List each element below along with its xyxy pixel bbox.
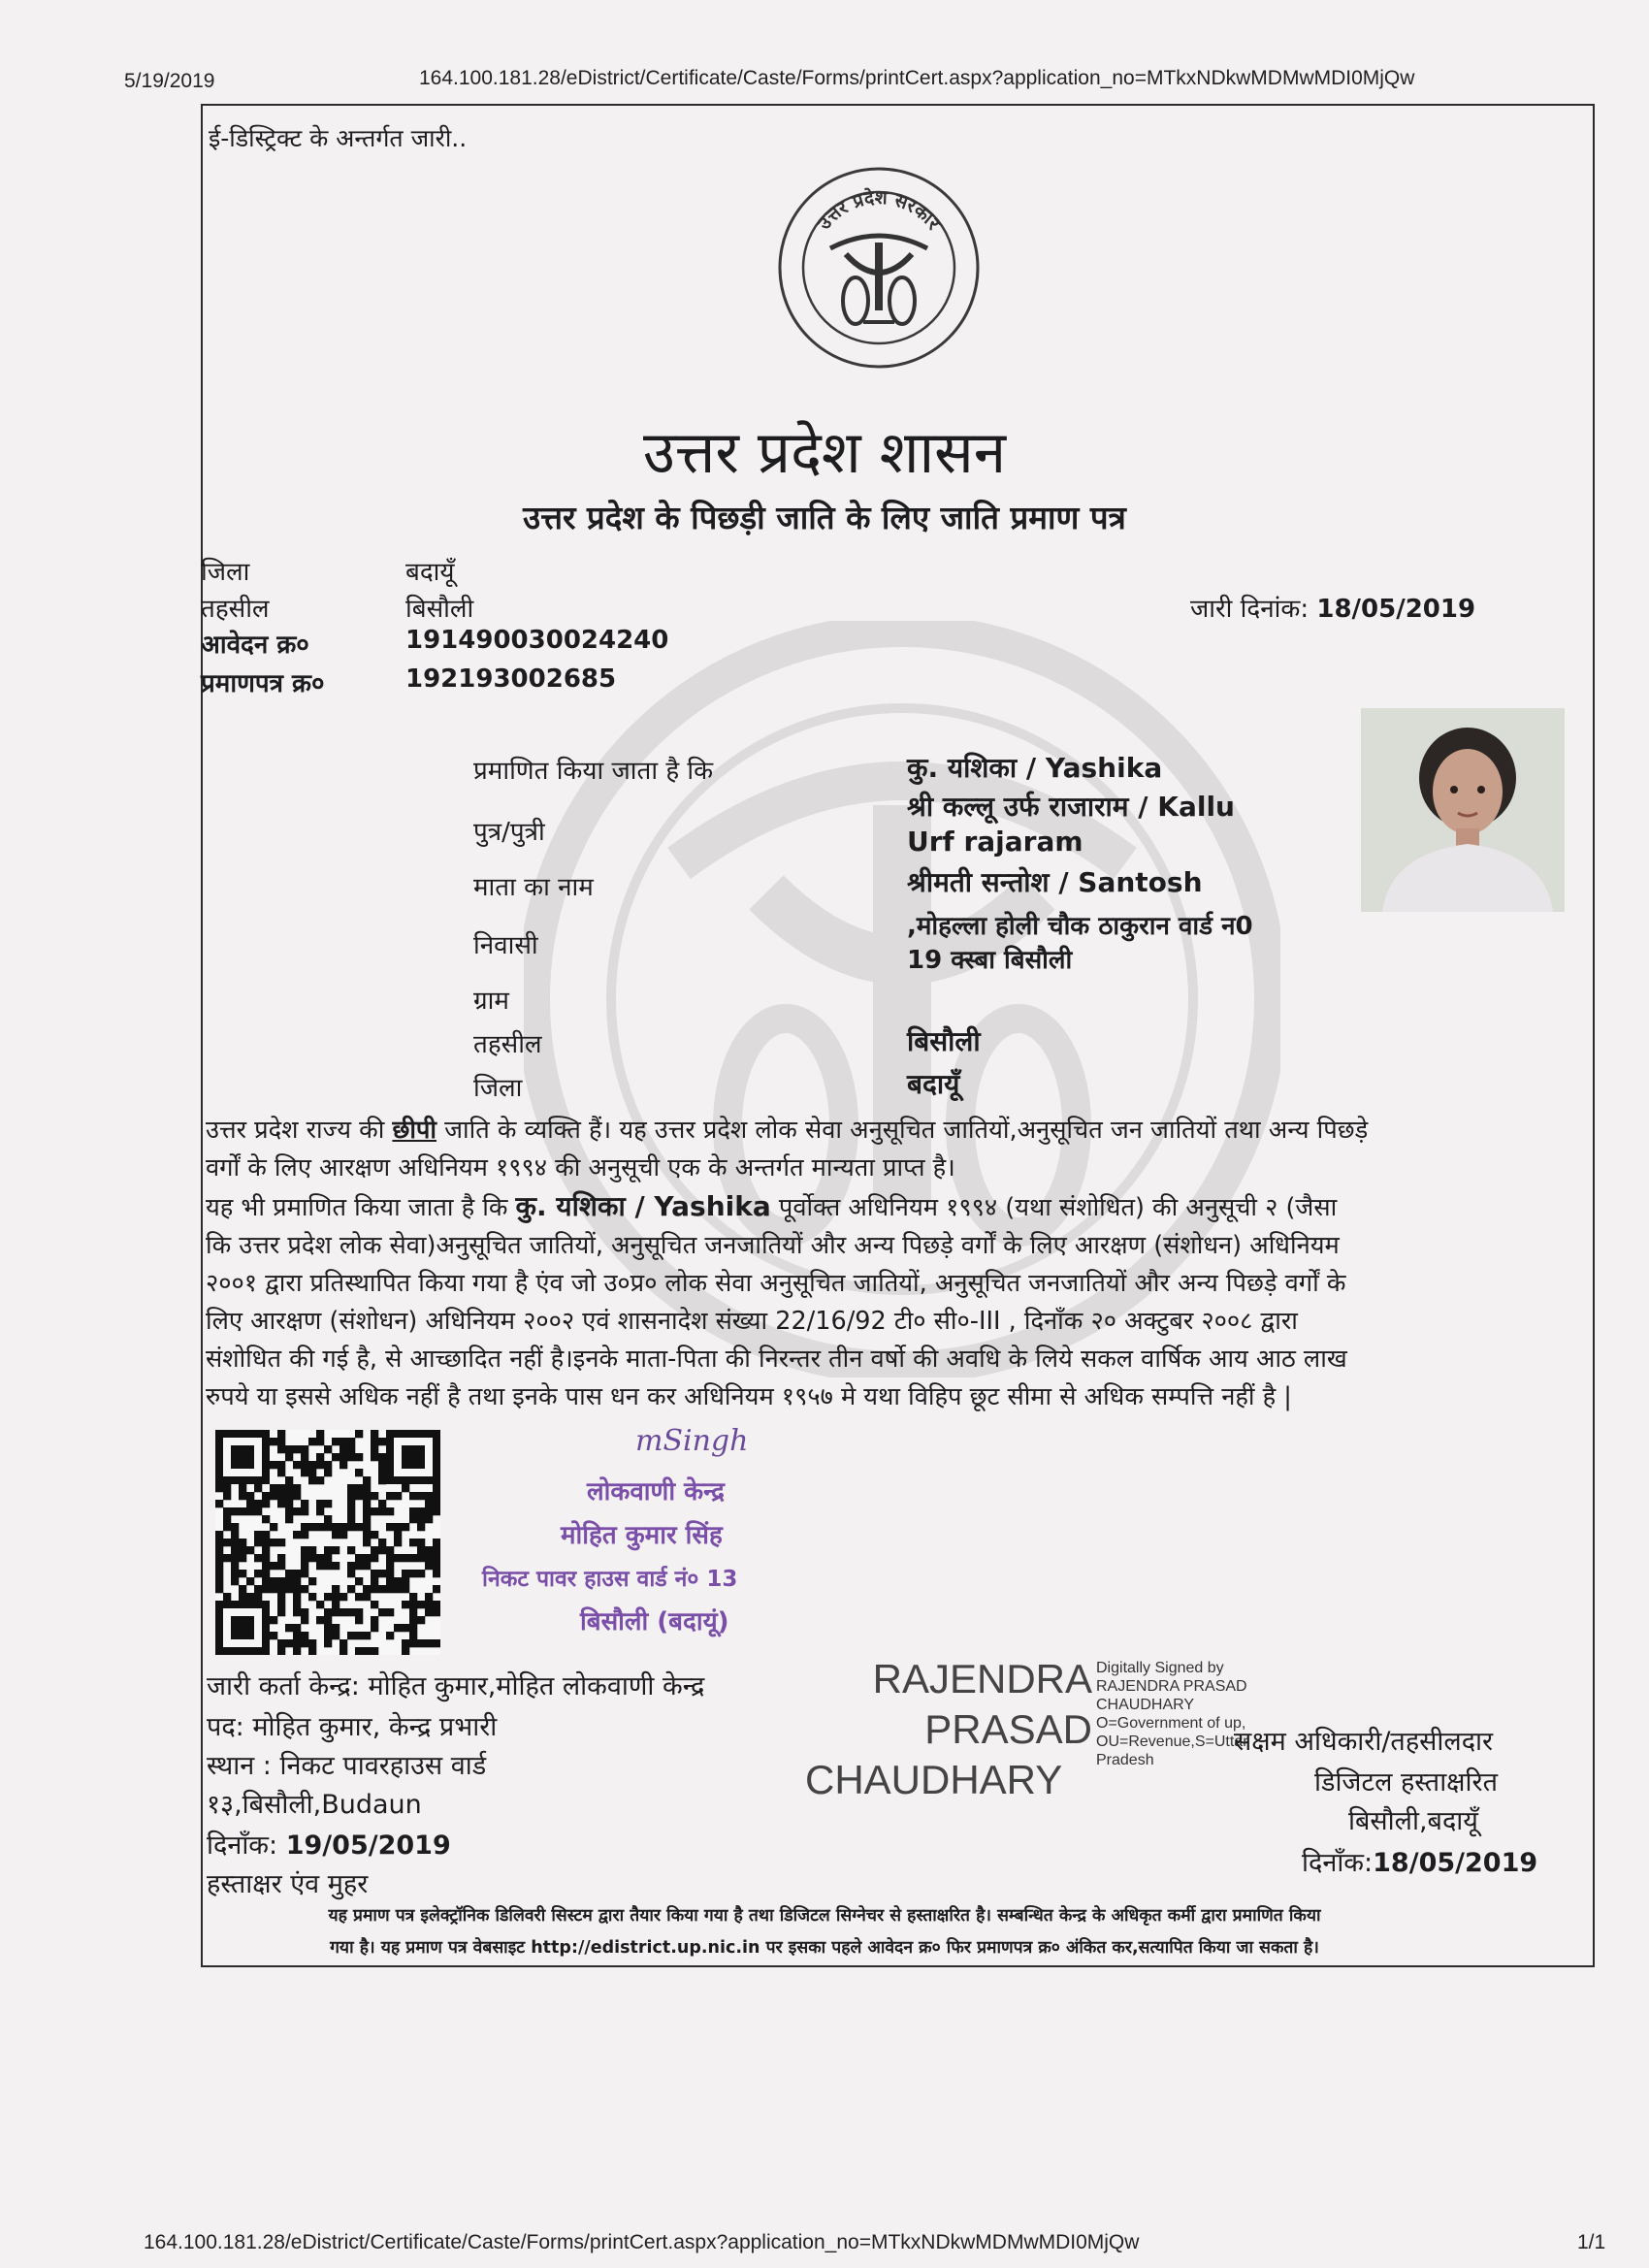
meta-tehsil-value: बिसौली bbox=[405, 595, 474, 624]
issuer-sign-seal: हस्ताक्षर एंव मुहर bbox=[207, 1869, 369, 1899]
meta-certificate-value: 192193002685 bbox=[405, 664, 617, 694]
authority-date bbox=[1302, 1843, 1537, 1879]
certificate-body bbox=[206, 1112, 1368, 1416]
certificate-subtitle: उत्तर प्रदेश के पिछड़ी जाति के लिए जाति प्रमाण पत्र bbox=[523, 499, 1126, 536]
meta-application-label: आवेदन क्र० bbox=[201, 631, 309, 660]
certified-value: कु. यशिका / Yashika bbox=[907, 752, 1163, 784]
digital-signature-note: Digitally Signed by RAJENDRA PRASAD CHAUDHARY O=Government of up, OU=Revenue,S=Uttar Pradesh bbox=[1096, 1660, 1248, 1768]
parent-value-line2: Urf rajaram bbox=[907, 826, 1083, 858]
issuer-place-line1: स्थान : निकट पावरहाउस वार्ड bbox=[207, 1751, 487, 1781]
svg-text:उत्तर प्रदेश सरकार: उत्तर प्रदेश सरकार bbox=[813, 186, 945, 235]
signer-name-line1: RAJENDRA bbox=[872, 1656, 1092, 1701]
body-line-1: उत्तर प्रदेश राज्य की छीपी जाति के व्यक्ति हैं। यह उत्तर प्रदेश लोक सेवा अनुसूचित जातियों,अनुसूचित जन जातियों तथा अन्य पिछड़े bbox=[206, 1116, 1369, 1145]
qr-code bbox=[215, 1430, 440, 1655]
meta-district-value: बदायूँ bbox=[405, 558, 455, 587]
certificate-title: उत्तर प्रदेश शासन bbox=[642, 419, 1007, 487]
print-url-top: 164.100.181.28/eDistrict/Certificate/Caste/Forms/printCert.aspx?application_no=MTkxNDkwMDMwMDI0MjQw bbox=[419, 67, 1415, 89]
meta-district-label: जिला bbox=[201, 558, 250, 587]
issuer-date-value: 19/05/2019 bbox=[285, 1831, 451, 1861]
footer-line-2: गया है। यह प्रमाण पत्र वेबसाइट http://edistrict.up.nic.in पर इसका पहले आवेदन क्र० फिर प्रमाणपत्र क्र० अंकित कर,सत्यापित किया जा सकता है। bbox=[330, 1938, 1319, 1958]
issuer-date-label: दिनाँक: bbox=[207, 1831, 286, 1861]
stamp-line-3: निकट पावर हाउस वार्ड नं० 13 bbox=[482, 1567, 738, 1592]
village-label: ग्राम bbox=[473, 987, 509, 1016]
issuer-place-line2: १३,बिसौली,Budaun bbox=[207, 1790, 422, 1820]
body-line-5: २००१ द्वारा प्रतिस्थापित किया गया है एंव जो उ०प्र० लोक सेवा अनुसूचित जातियों, अनुसूचित जनजातियों और अन्य पिछड़े वर्गों के bbox=[206, 1269, 1346, 1298]
parent-value-line1: श्री कल्लू उर्फ राजाराम / Kallu bbox=[907, 791, 1235, 823]
body-line-7: संशोधित की गई है, से आच्छादित नहीं है।इनके माता-पिता की निरन्तर तीन वर्षो की अवधि के लिये सकल वार्षिक आय आठ लाख bbox=[206, 1345, 1347, 1374]
print-page-count: 1/1 bbox=[1577, 2231, 1606, 2253]
print-date: 5/19/2019 bbox=[124, 70, 215, 92]
resident-label: निवासी bbox=[473, 931, 538, 960]
parent-label: पुत्र/पुत्री bbox=[473, 818, 545, 847]
stamp-line-2: मोहित कुमार सिंह bbox=[561, 1521, 723, 1550]
issuer-centre: जारी कर्ता केन्द्र: मोहित कुमार,मोहित लोकवाणी केन्द्र bbox=[207, 1671, 705, 1701]
body-line-2: वर्गों के लिए आरक्षण अधिनियम १९९४ की अनुसूची एक के अन्तर्गत मान्यता प्राप्त है। bbox=[206, 1153, 955, 1183]
issued-under-text: ई-डिस्ट्रिक्ट के अन्तर्गत जारी.. bbox=[209, 124, 468, 152]
meta-application-value: 191490030024240 bbox=[405, 626, 669, 655]
body-line-8: रुपये या इससे अधिक नहीं है तथा इनके पास धन कर अधिनियम १९५७ मे यथा विहिप छूट सीमा से अधिक सम्पत्ति नहीं है | bbox=[206, 1382, 1292, 1411]
authority-place: बिसौली,बदायूँ bbox=[1348, 1806, 1478, 1836]
caste-name: छीपी bbox=[392, 1116, 437, 1145]
issue-date bbox=[1190, 590, 1475, 625]
mother-label: माता का नाम bbox=[473, 873, 594, 902]
details-district-value: बदायूँ bbox=[907, 1068, 960, 1100]
authority-title: सक्षम अधिकारी/तहसीलदार bbox=[1234, 1727, 1494, 1757]
authority-date-label: दिनाँक: bbox=[1302, 1848, 1374, 1878]
certified-label: प्रमाणित किया जाता है कि bbox=[473, 757, 714, 786]
issue-date-value: 18/05/2019 bbox=[1316, 595, 1476, 624]
resident-value-line2: 19 क्स्बा बिसौली bbox=[907, 946, 1073, 975]
details-tehsil-value: बिसौली bbox=[907, 1025, 981, 1057]
stamp-line-4: बिसौली (बदायूं) bbox=[580, 1607, 729, 1636]
meta-tehsil-label: तहसील bbox=[201, 595, 270, 624]
stamp-line-1: लोकवाणी केन्द्र bbox=[587, 1477, 725, 1507]
print-url-bottom: 164.100.181.28/eDistrict/Certificate/Caste/Forms/printCert.aspx?application_no=MTkxNDkwMDMwMDI0MjQw bbox=[144, 2231, 1140, 2253]
digital-signature-name bbox=[850, 1654, 1092, 1755]
footer-line-1: यह प्रमाण पत्र इलेक्ट्रॉनिक डिलिवरी सिस्टम द्वारा तैयार किया गया है तथा डिजिटल सिग्नेचर से हस्ताक्षरित है। सम्बन्धित केन्द्र के अधिकृत कर्मी द्वारा प्रमाणित किया bbox=[328, 1906, 1321, 1926]
meta-certificate-label: प्रमाणपत्र क्र० bbox=[201, 669, 325, 698]
up-emblem-icon bbox=[776, 165, 982, 371]
body-line-4: कि उत्तर प्रदेश लोक सेवा)अनुसूचित जातियों, अनुसूचित जनजातियों और अन्य पिछड़े वर्गों के लिए आरक्षण (संशोधन) अधिनियम bbox=[206, 1231, 1340, 1260]
signer-name-line2: PRASAD bbox=[924, 1706, 1092, 1752]
issue-date-label: जारी दिनांक: bbox=[1190, 595, 1310, 624]
details-district-label: जिला bbox=[473, 1074, 523, 1103]
resident-value-line1: ,मोहल्ला होली चौक ठाकुरान वार्ड न0 bbox=[907, 912, 1253, 941]
handwritten-signature: mSingh bbox=[635, 1424, 749, 1458]
signer-name-line3: CHAUDHARY bbox=[805, 1757, 1063, 1802]
authority-digital: डिजिटल हस्ताक्षरित bbox=[1314, 1767, 1498, 1798]
issuer-date bbox=[207, 1826, 451, 1862]
details-tehsil-label: तहसील bbox=[473, 1030, 542, 1059]
body-line-6: लिए आरक्षण (संशोधन) अधिनियम २००२ एवं शासनादेश संख्या 22/16/92 टी० सी०-III , दिनाँक २० अक्टुबर २००८ द्वारा bbox=[206, 1307, 1298, 1336]
applicant-photo bbox=[1361, 708, 1565, 912]
authority-date-value: 18/05/2019 bbox=[1373, 1848, 1538, 1878]
issuer-post: पद: मोहित कुमार, केन्द्र प्रभारी bbox=[207, 1712, 498, 1742]
mother-value: श्रीमती सन्तोश / Santosh bbox=[907, 866, 1203, 898]
body-applicant-name: कु. यशिका / Yashika bbox=[515, 1190, 771, 1222]
body-line-3: यह भी प्रमाणित किया जाता है कि कु. यशिका / Yashika पूर्वोक्त अधिनियम १९९४ (यथा संशोधित) की अनुसूची २ (जैसा bbox=[206, 1190, 1338, 1222]
